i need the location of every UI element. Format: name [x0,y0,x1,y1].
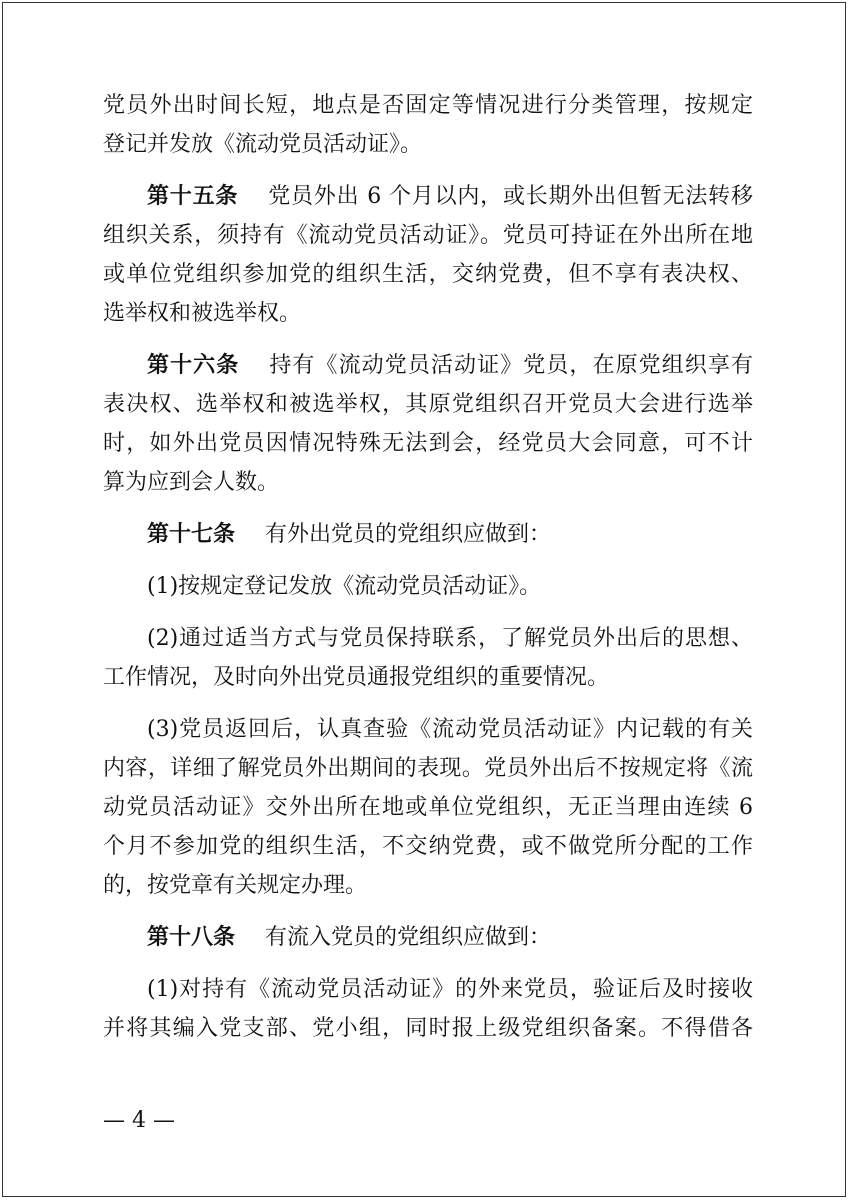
line-text: 选举权和被选举权。 [103,301,302,326]
text-line [103,867,753,905]
text-line [103,659,753,697]
line-text: 或单位党组织参加党的组织生活，交纳党费，但不享有表决权、 [103,262,753,287]
line-text: 组织关系，须持有《流动党员活动证》。党员可持证在外出所在地 [103,223,753,248]
line-text: 的，按党章有关规定办理。 [103,873,368,898]
line-text: 个月不参加党的组织生活，不交纳党费，或不做党所分配的工作 [103,834,753,859]
article-heading: 第十八条 [147,925,236,950]
text-line [103,386,753,424]
line-text: 内容，详细了解党员外出期间的表现。党员外出后不按规定将《流 [103,756,753,781]
line-text: (1)对持有《流动党员活动证》的外来党员，验证后及时接收 [147,977,753,1002]
text-line [103,295,753,333]
line-text: 有外出党员的党组织应做到： [265,522,552,547]
text-line [103,568,753,606]
line-text: 时，如外出党员因情况特殊无法到会，经党员大会同意，可不计 [103,431,753,456]
line-text: 党员外出时间长短，地点是否固定等情况进行分类管理，按规定 [103,93,753,118]
line-text: 有流入党员的党组织应做到： [265,925,552,950]
article-line [103,178,753,216]
text-line [103,971,753,1009]
text-line [103,425,753,463]
text-line [103,87,753,125]
text-line [103,1010,753,1048]
text-line [103,464,753,502]
line-text: (1)按规定登记发放《流动党员活动证》。 [147,574,542,599]
article-line [103,347,753,385]
line-text: 党员外出 6 个月以内，或长期外出但暂无法转移 [268,184,753,209]
page-number: — 4 — [103,1108,175,1133]
text-line [103,828,753,866]
article-heading: 第十五条 [147,184,239,209]
article-line [103,919,753,957]
text-line [103,126,753,164]
line-text: 登记并发放《流动党员活动证》。 [103,132,423,157]
text-line [103,789,753,827]
line-text: 表决权、选举权和被选举权，其原党组织召开党员大会进行选举 [103,392,753,417]
article-heading: 第十六条 [147,353,240,378]
article-line [103,516,753,554]
text-line [103,750,753,788]
line-text: 动党员活动证》交外出所在地或单位党组织，无正当理由连续 6 [103,795,753,820]
line-text: (3)党员返回后，认真查验《流动党员活动证》内记载的有关 [147,717,753,742]
article-heading: 第十七条 [147,522,236,547]
text-line [103,711,753,749]
line-text: 持有《流动党员活动证》党员，在原党组织享有 [269,353,753,378]
text-line [103,620,753,658]
text-line [103,256,753,294]
line-text: 工作情况，及时向外出党员通报党组织的重要情况。 [103,665,610,690]
line-text: 并将其编入党支部、党小组，同时报上级党组织备案。不得借各 [103,1016,753,1041]
line-text: 算为应到会人数。 [103,470,280,495]
text-line [103,217,753,255]
line-text: (2)通过适当方式与党员保持联系，了解党员外出后的思想、 [147,626,753,651]
